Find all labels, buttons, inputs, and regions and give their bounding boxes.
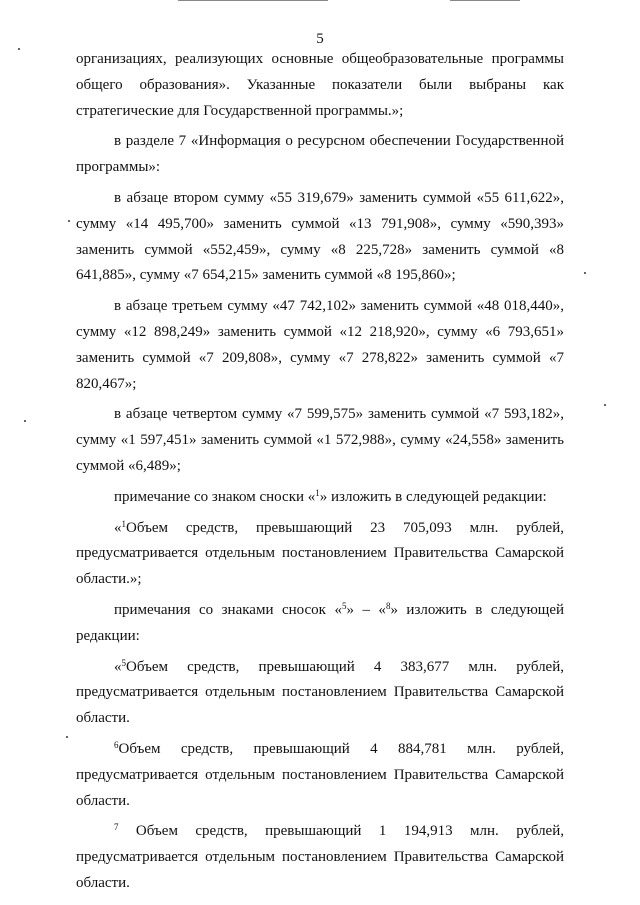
scan-speck — [68, 220, 70, 222]
scan-speck — [584, 272, 586, 274]
paragraph: в абзаце втором сумму «55 319,679» заменить суммой «55 611,622», сумму «14 495,700» заменить суммой «13 791,908», сумму «590,393» заменить суммой «552,459», сумму «8 225,728» заменить суммой «8 641,885», сумму «7 654,215» заменить суммой «8 195,860»; — [76, 189, 564, 284]
scan-speck — [604, 404, 606, 406]
document-body — [76, 47, 564, 902]
paragraph: примечание со знаком сноски «$^1$» изложить в следующей редакции: — [114, 487, 547, 505]
paragraph: организациях, реализующих основные общеобразовательные программы общего образования». Указанные показатели были выбраны как стратегические для Государственной программы.»; — [76, 51, 564, 119]
scan-speck — [18, 48, 20, 50]
footnote-mark: 1 — [315, 487, 320, 498]
footnote-mark: 6 — [114, 739, 119, 750]
scan-edge-line — [450, 0, 520, 1]
footnote-mark: 8 — [385, 600, 391, 611]
paragraph: в разделе 7 «Информация о ресурсном обеспечении Государственной программы»: — [76, 133, 564, 176]
paragraph: примечания со знаками сносок «$^5$» – «$^8$» изложить в следующей редакции: — [76, 600, 565, 644]
footnote-mark: 7 — [114, 822, 119, 833]
paragraph: в абзаце четвертом сумму «7 599,575» заменить суммой «7 593,182», сумму «1 597,451» заменить суммой «1 572,988», сумму «24,558» заменить суммой «6,489»; — [76, 406, 564, 474]
paragraph: в абзаце третьем сумму «47 742,102» заменить суммой «48 018,440», сумму «12 898,249» заменить суммой «12 218,920», сумму «6 793,651» заменить суммой «7 209,808», сумму «7 278,822» заменить суммой «7 820,467»; — [76, 298, 564, 392]
paragraph: $^6$Объем средств, превышающий 4 884,781 млн. рублей, предусматривается отдельным постановлением Правительства Самарской области. — [76, 739, 564, 809]
footnote-mark: 5 — [341, 600, 347, 611]
footnote-mark: 5 — [121, 657, 126, 668]
scan-speck — [66, 736, 68, 738]
scan-speck — [24, 420, 26, 422]
scan-edge-line — [178, 0, 328, 1]
page-number: 5 — [316, 31, 324, 47]
footnote-mark: 1 — [121, 518, 126, 529]
paragraph: «$^5$Объем средств, превышающий 4 383,677 млн. рублей, предусматривается отдельным постановлением Правительства Самарской области. — [76, 657, 564, 727]
paragraph: «$^1$Объем средств, превышающий 23 705,093 млн. рублей, предусматривается отдельным постановлением Правительства Самарской области.»; — [76, 518, 564, 588]
paragraph: $^7$ Объем средств, превышающий 1 194,913 млн. рублей, предусматривается отдельным постановлением Правительства Самарской области. — [76, 822, 564, 891]
